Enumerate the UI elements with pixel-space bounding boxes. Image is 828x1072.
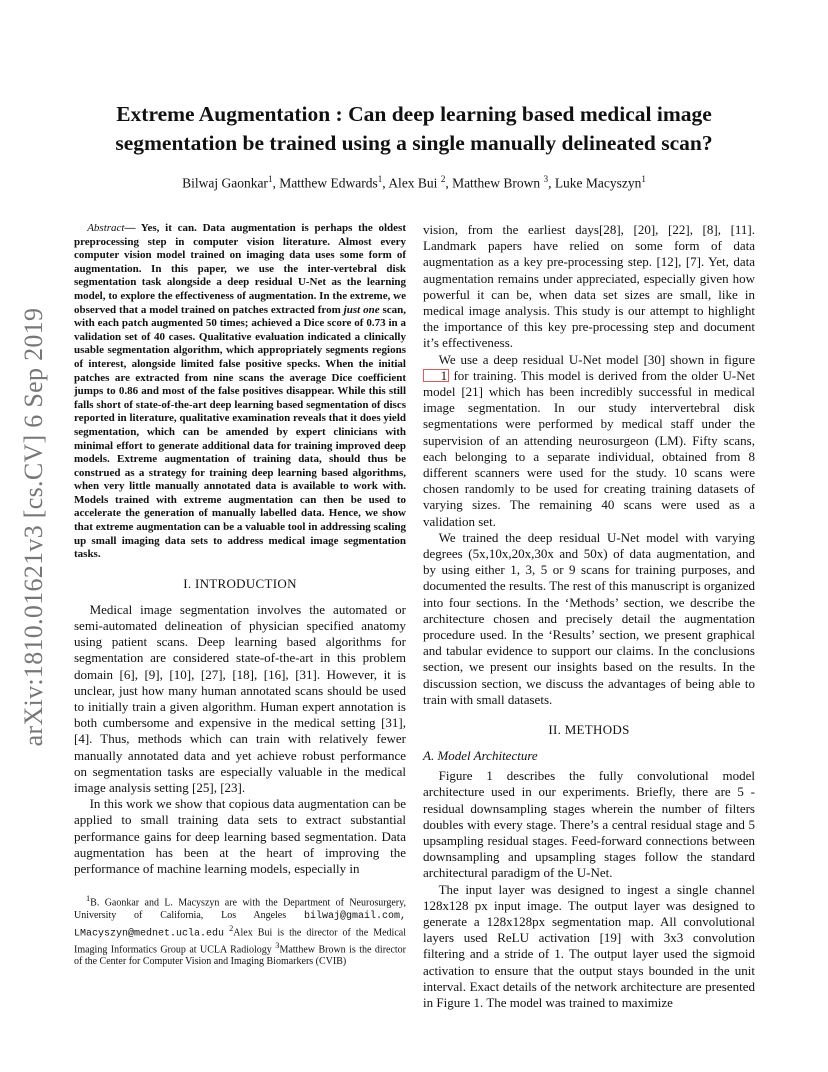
intro-paragraph-1: Medical image segmentation involves the automated or semi-automated delineation of physician specified anatomy using patient scans. Deep learning based algorithms for segmentation are considered state-of-the-art in this problem domain [6], [9], [10], [27], [18], [16], [31]. However, it is unclear, just how many human annotated scans should be used to initially train a given algorithm. Human expert annotation is both cumbersome and expensive in the medical setting [31], [4]. Thus, methods which can train with relatively fewer manually annotated data and yet achieve robust performance on segmentation tasks are especially valuable in the medical image analysis setting [25], [23]. bbox=[74, 601, 406, 796]
author-affiliation: 1 bbox=[641, 174, 646, 184]
methods-paragraph-1: Figure 1 describes the fully convolutional model architecture used in our experiments. Briefly, there are 5 -residual downsampling stages wherein the number of filters doubles with every stage. There’s a central residual stage and 5 upsampling residual stages. Feed-forward connections between downsampling and upsampling stages follow the standard architectural paradigm of the U-Net. bbox=[423, 768, 755, 881]
figure-reference-link[interactable]: 1 bbox=[423, 369, 449, 382]
author-affiliation: 3 bbox=[543, 174, 549, 184]
author-affiliation: 2 bbox=[440, 174, 446, 184]
author-name: Bilwaj Gaonkar bbox=[182, 175, 268, 191]
author-affiliation: 1 bbox=[377, 174, 383, 184]
arxiv-identifier-text: arXiv:1810.01621v3 [cs.CV] 6 Sep 2019 bbox=[19, 307, 48, 747]
footnote-text-2: Alex Bui is the director of the Medical Imaging Informatics Group at UCLA Radiology bbox=[74, 926, 406, 956]
paper-title: Extreme Augmentation : Can deep learning based medical image segmentation be trained using a single manually delineated scan? bbox=[115, 102, 713, 155]
intro-paragraph-2: In this work we show that copious data augmentation can be applied to small training data sets to extract substantial performance gains for deep learning based segmentation. Data augmentation has been at the heart of improving the performance of machine learning models, especially in bbox=[74, 796, 406, 877]
affiliation-footnote: $^1$B. Gaonkar and L. Macyszyn are with the Department of Neurosurgery, University of California, Los Angeles bilwaj@gmail.com, LMacyszyn@mednet.ucla.edu $^2$Alex Bui is the director of the Medical Imaging Informatics Group at UCLA Radiology $^3$Matthew Brown is the director of the Center for Computer Vision and Imaging Biomarkers (CVIB) bbox=[74, 894, 407, 968]
author-name: Luke Macyszyn bbox=[554, 175, 642, 191]
intro-paragraph-3: vision, from the earliest days[28], [20], [22], [8], [11]. Landmark papers have relied on some form of data augmentation as a key pre-processing step. [12], [7]. Yet, data augmentation remains under appreciated, especially given how powerful it can be, when data set sizes are small, like in medical image analysis. This study is our attempt to highlight the importance of this key pre-processing step and document it’s effectiveness. bbox=[423, 222, 755, 351]
author-list: Bilwaj Gaonkar$^1$, Matthew Edwards$^1$, Alex Bui $^2$, Matthew Brown $^3$, Luke Macyszyn$^1$ bbox=[182, 174, 646, 191]
footnote-text-1: B. Gaonkar and L. Macyszyn are with the Department of Neurosurgery, University of California, Los Angeles bbox=[74, 897, 406, 921]
author-name: Matthew Brown bbox=[452, 175, 541, 191]
abstract-text-1: — Yes, it can. Data augmentation is perhaps the oldest preprocessing step in computer vision literature. Almost every computer vision model trained on imaging data uses some form of augmentation. In this paper, we use the inter-vertebral disk segmentation task alongside a deep residual U-Net as the learning model, to explore the effectiveness of augmentation. In the extreme, we observed that a model trained on patches extracted from bbox=[74, 222, 406, 316]
abstract-text-2: scan, with each patch augmented 50 times; achieved a Dice score of 0.73 in a validation set of 40 cases. Qualitative evaluation indicated a clinically usable segmentation algorithm, which appropriately segments regions of interest, alongside limited false positive specks. When the initial patches are extracted from nine scans the average Dice coefficient jumps to 0.86 and most of the false positives disappear. While this still falls short of state-of-the-art deep learning based segmentation of discs reported in literature, qualitative examination reveals that it does yield segmentation, which can be amended by expert clinicians with minimal effort to generate additional data for training improved deep models. Extreme augmentation of training data, should thus be construed as a strategy for training deep learning based algorithms, when very little manually annotated data is available to work with. Models trained with extreme augmentation can then be used to accelerate the generation of manually labelled data. Hence, we show that extreme augmentation can be a valuable tool in addressing scaling up small imaging data sets to address medical image segmentation tasks. bbox=[74, 303, 407, 561]
intro-paragraph-4 bbox=[423, 352, 755, 530]
author-name: Alex Bui bbox=[388, 175, 438, 191]
arxiv-identifier bbox=[16, 292, 52, 762]
intro-paragraph-4-text: We use a deep residual U-Net model [30] shown in figure bbox=[438, 351, 755, 367]
intro-paragraph-5: We trained the deep residual U-Net model with varying degrees (5x,10x,20x,30x and 50x) of data augmentation, and by using either 1, 3, 5 or 9 scans for training purposes, and documented the results. The rest of this manuscript is organized into four sections. In the ‘Methods’ section, we describe the architecture chosen and precisely detail the augmentation procedure used. In the ‘Results’ section, we present graphical and tabular evidence to support our claims. In the conclusions section, we present our insights based on the results. In the discussion section, we discuss the advantages of being able to train with small datasets. bbox=[423, 529, 755, 707]
section-heading-methods: II. METHODS bbox=[548, 722, 630, 738]
footnote-emails: bilwaj@gmail.com, LMacyszyn@mednet.ucla.edu bbox=[74, 910, 406, 939]
section-heading-introduction: I. INTRODUCTION bbox=[183, 575, 297, 591]
abstract-emphasis: just one bbox=[343, 303, 380, 316]
right-column bbox=[423, 222, 755, 1011]
author-affiliation: 1 bbox=[267, 174, 273, 184]
left-column bbox=[74, 222, 406, 968]
footnote-text-3: Matthew Brown is the director of the Center for Computer Vision and Imaging Biomarkers (CVIB) bbox=[74, 944, 407, 968]
subsection-heading-model-architecture: A. Model Architecture bbox=[423, 748, 538, 764]
author-name: Matthew Edwards bbox=[279, 175, 378, 191]
abstract-label: Abstract bbox=[87, 222, 125, 234]
intro-paragraph-4-rest: for training. This model is derived from the older U-Net model [21] which has been incredibly successful in medical image segmentation. In our study intervertebral disk segmentations were performed by medical staff under the supervision of an attending neurosurgeon (LM). Fifty scans, each belonging to a separate individual, obtained from 8 different scanners were used for the study. 10 scans were chosen randomly to be used for creating training datasets of varying sizes. The remaining 40 scans were used as a validation set. bbox=[423, 367, 755, 529]
abstract bbox=[74, 222, 406, 562]
methods-paragraph-2: The input layer was designed to ingest a single channel 128x128 px input image. The output layer was designed to generate a 128x128px segmentation map. All convolutional layers used ReLU activation [19] with 3x3 convolution filtering and a stride of 1. The output layer used the sigmoid activation to ensure that the output stays bounded in the unit interval. Exact details of the network architecture are presented in Figure 1. The model was trained to maximize bbox=[423, 881, 755, 1010]
